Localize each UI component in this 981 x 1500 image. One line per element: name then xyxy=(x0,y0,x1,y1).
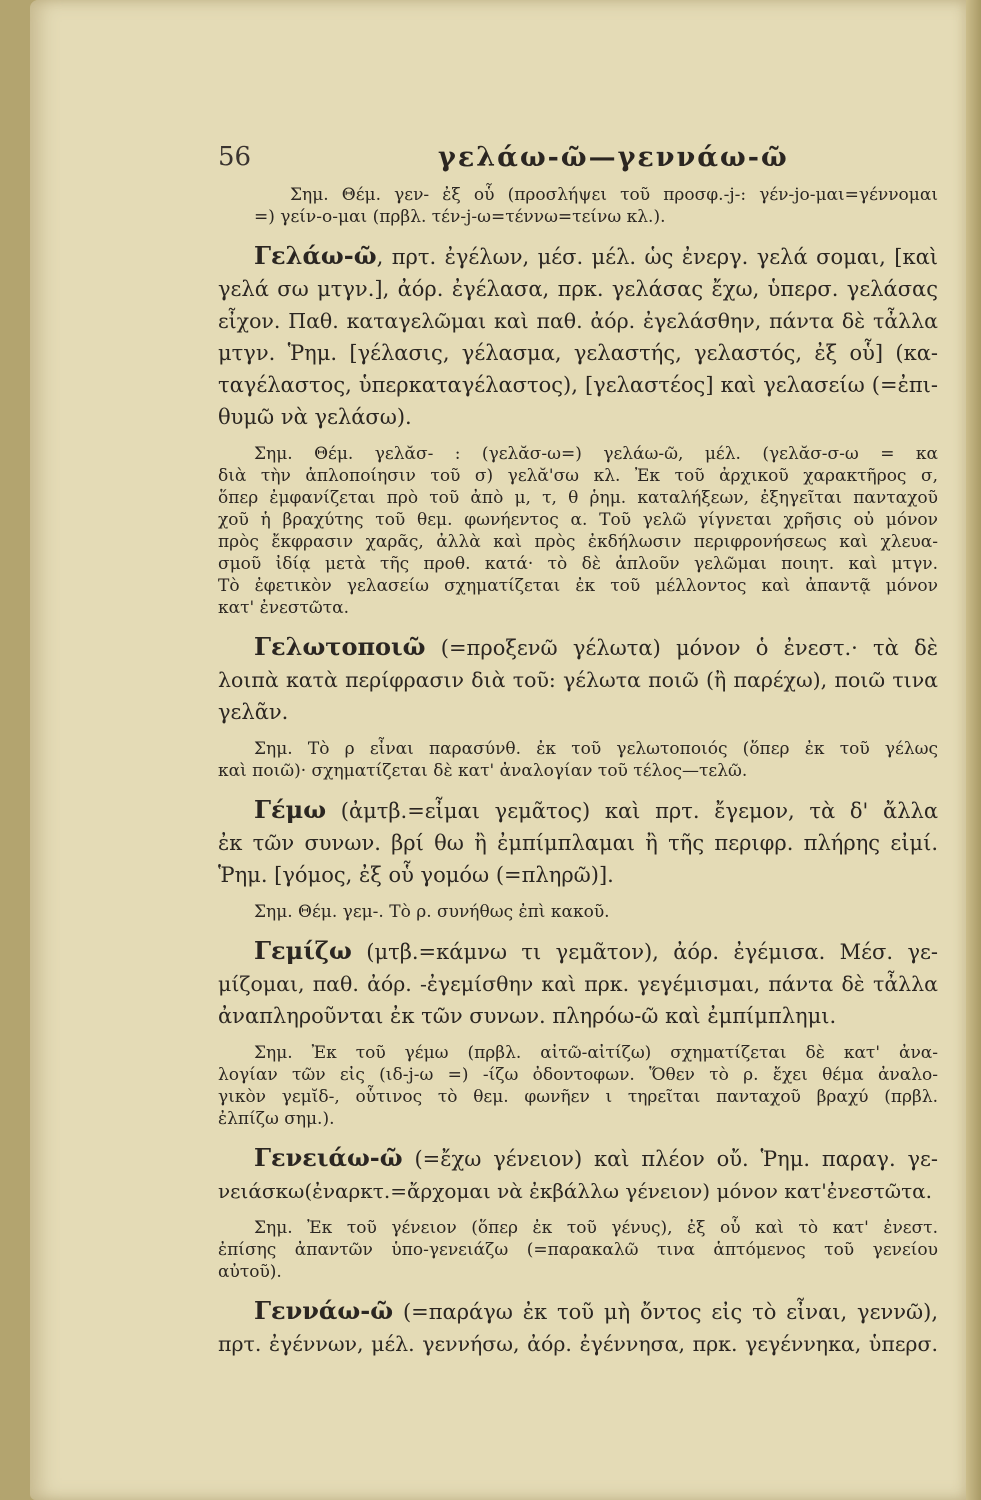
text-line: ἐλπίζω σημ.). xyxy=(218,1109,335,1129)
page-edge xyxy=(966,0,981,1500)
dictionary-entry xyxy=(218,794,938,891)
text-line: κατ' ἐνεστῶτα. xyxy=(218,598,350,618)
text-line: Σημ. Ἐκ τοῦ γένειον (ὅπερ ἐκ τοῦ γένυς), ἐξ οὗ καὶ τὸ κατ' ἐνεστ. xyxy=(254,1218,938,1238)
text-line: σμοῦ ἰδίᾳ μετὰ τῆς προθ. κατά· τὸ δὲ ἁπλοῦν γελῶμαι ποιητ. καὶ μτγν. xyxy=(218,554,938,574)
text-line: λοιπὰ κατὰ περίφρασιν διὰ τοῦ: γέλωτα ποιῶ (ἢ παρέχω), ποιῶ τινα xyxy=(218,668,938,692)
text-line: Ῥημ. [γόμος, ἐξ οὗ γομόω (=πληρῶ)]. xyxy=(218,863,614,887)
text-line: γελᾶν. xyxy=(218,700,289,724)
text-line: (ἀμτβ.=εἶμαι γεμᾶτος) καὶ πρτ. ἔγεμον, τὰ δ' ἄλλα xyxy=(326,799,938,823)
text-line: εἶχον. Παθ. καταγελῶμαι καὶ παθ. ἀόρ. ἐγελάσθην, πάντα δὲ τἆλλα xyxy=(218,309,938,333)
text-line: καὶ ποιῶ)· σχηματίζεται δὲ κατ' ἀναλογίαν τοῦ τέλος—τελῶ. xyxy=(218,761,748,781)
text-line: νειάσκω(ἐναρκτ.=ἄρχομαι νὰ ἐκβάλλω γένειον) μόνον κατ'ἐνεστῶτα. xyxy=(218,1179,932,1203)
text-line: ἀναπληροῦνται ἐκ τῶν συνων. πληρόω-ῶ καὶ ἐμπίμπλημι. xyxy=(218,1004,837,1028)
entry-first-line xyxy=(218,794,938,827)
text-line: , πρτ. ἐγέλων, μέσ. μέλ. ὡς ἐνεργ. γελά σομαι, [καὶ xyxy=(376,245,938,269)
text-line: (=παράγω ἐκ τοῦ μὴ ὄντος εἰς τὸ εἶναι, γεννῶ), xyxy=(393,1300,938,1324)
text-line: Σημ. Τὸ ρ εἶναι παρασύνθ. ἐκ τοῦ γελωτοποιός (ὅπερ ἐκ τοῦ γέλως xyxy=(254,739,938,759)
entry-lemma: Γελωτοποιῶ xyxy=(254,632,426,661)
note-block xyxy=(218,1042,938,1130)
text-line: (=ἔχω γένειον) καὶ πλέον οὔ. Ῥημ. παραγ. γε- xyxy=(402,1147,938,1171)
entry-lemma: Γέμω xyxy=(254,795,327,824)
dictionary-entry xyxy=(218,631,938,728)
page-header xyxy=(218,140,938,184)
note-block xyxy=(218,738,938,782)
text-line: (=προξενῶ γέλωτα) μόνον ὁ ἐνεστ.· τὰ δὲ xyxy=(425,636,938,660)
entry-lemma: Γελάω-ῶ xyxy=(254,241,377,270)
text-line: πρτ. ἐγέννων, μέλ. γεννήσω, ἀόρ. ἐγέννησα, πρκ. γεγέννηκα, ὑπερσ. xyxy=(218,1332,938,1356)
text-line: Σημ. Θέμ. γεν- ἐξ οὗ (προσλήψει τοῦ προσφ.-j-: γέν-jo-μαι=γέννομαι xyxy=(290,185,938,205)
entry-lemma: Γεμίζω xyxy=(254,936,352,965)
text-line: Τὸ ἐφετικὸν γελασείω σχηματίζεται ἐκ τοῦ μέλλοντος καὶ ἀπαντᾷ μόνον xyxy=(218,576,938,596)
entry-first-line xyxy=(218,240,938,273)
page-content xyxy=(218,140,938,1370)
text-line: διὰ τὴν ἁπλοποίησιν τοῦ σ) γελᾰ'σω κλ. Ἐκ τοῦ ἀρχικοῦ χαρακτῆρος σ, xyxy=(218,466,938,486)
text-line: ὅπερ ἐμφανίζεται πρὸ τοῦ ἀπὸ μ, τ, θ ῥημ. καταλήξεων, ἐξηγεῖται πανταχοῦ xyxy=(218,488,938,508)
text-line: αὐτοῦ). xyxy=(218,1262,282,1282)
text-line: =) γείν-ο-μαι (πρβλ. τέν-j-ω=τέννω=τείνω κλ.). xyxy=(254,207,666,227)
running-head: γελάω-ῶ—γεννάω-ῶ xyxy=(438,142,789,173)
note-block xyxy=(218,184,938,228)
dictionary-entry xyxy=(218,240,938,433)
entry-first-line xyxy=(218,935,938,968)
dictionary-entry xyxy=(218,1142,938,1207)
text-line: χοῦ ἡ βραχύτης τοῦ θεμ. φωνήεντος α. Τοῦ γελῶ γίγνεται χρῆσις οὐ μόνον xyxy=(218,510,938,530)
text-line: μίζομαι, παθ. ἀόρ. -ἐγεμίσθην καὶ πρκ. γεγέμισμαι, πάντα δὲ τἆλλα xyxy=(218,972,938,996)
text-line: Σημ. Ἐκ τοῦ γέμω (πρβλ. αἰτῶ-αἰτίζω) σχηματίζεται δὲ κατ' ἀνα- xyxy=(254,1043,938,1063)
text-line: Σημ. Θέμ. γελᾰσ- : (γελᾰσ-ω=) γελάω-ῶ, μέλ. (γελᾰσ-σ-ω = κα xyxy=(254,444,938,464)
text-line: ταγέλαστος, ὑπερκαταγέλαστος), [γελαστέος] καὶ γελασείω (=ἐπι- xyxy=(218,373,938,397)
dictionary-entry xyxy=(218,935,938,1032)
text-line: Σημ. Θέμ. γεμ-. Τὸ ρ. συνήθως ἐπὶ κακοῦ. xyxy=(254,902,610,922)
text-line: ἐπίσης ἀπαντῶν ὑπο-γενειάζω (=παρακαλῶ τινα ἁπτόμενος τοῦ γενείου xyxy=(218,1240,938,1260)
text-line: μτγν. Ῥημ. [γέλασις, γέλασμα, γελαστής, γελαστός, ἐξ οὗ] (κα- xyxy=(218,341,938,365)
text-line: θυμῶ νὰ γελάσω). xyxy=(218,405,412,429)
dictionary-entry xyxy=(218,1295,938,1360)
text-line: (μτβ.=κάμνω τι γεμᾶτον), ἀόρ. ἐγέμισα. Μέσ. γε- xyxy=(351,940,938,964)
entry-first-line xyxy=(218,1295,938,1328)
text-line: γελά σω μτγν.], ἀόρ. ἐγέλασα, πρκ. γελάσας ἔχω, ὑπερσ. γελάσας xyxy=(218,277,938,301)
note-block xyxy=(218,1217,938,1283)
entry-first-line xyxy=(218,1142,938,1175)
text-line: ἐκ τῶν συνων. βρί θω ἢ ἐμπίμπλαμαι ἢ τῆς περιφρ. πλήρης εἰμί. xyxy=(218,831,938,855)
note-block xyxy=(218,901,938,923)
entry-lemma: Γενειάω-ῶ xyxy=(254,1143,403,1172)
entry-first-line xyxy=(218,631,938,664)
page-number: 56 xyxy=(218,142,252,172)
note-block xyxy=(218,443,938,619)
text-line: πρὸς ἔκφρασιν χαρᾶς, ἀλλὰ καὶ πρὸς ἐκδήλωσιν περιφρονήσεως καὶ χλευα- xyxy=(218,532,938,552)
text-line: γικὸν γεμῐδ-, οὗτινος τὸ θεμ. φωνῆεν ι τηρεῖται πανταχοῦ βραχύ (πρβλ. xyxy=(218,1087,938,1107)
text-line: λογίαν τῶν εἰς (ιδ-j-ω =) -ίζω ὀδοντοφων. Ὅθεν τὸ ρ. ἔχει θέμα ἀναλο- xyxy=(218,1065,938,1085)
entry-lemma: Γεννάω-ῶ xyxy=(254,1296,394,1325)
